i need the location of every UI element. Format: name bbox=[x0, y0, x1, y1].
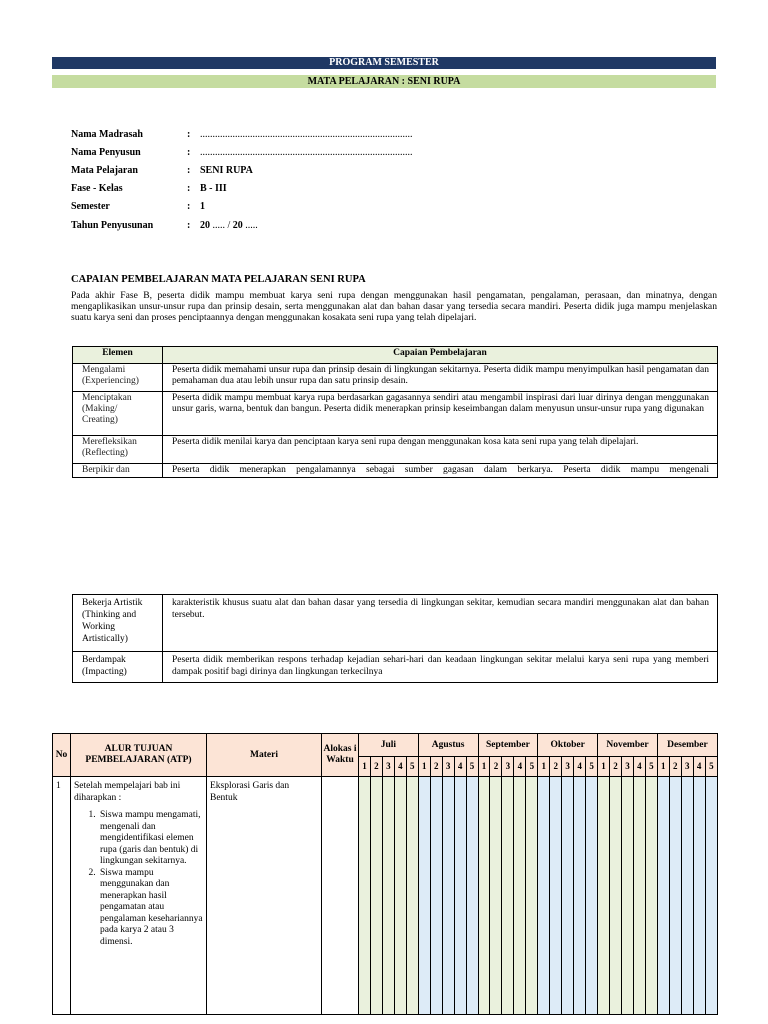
alokasi-cell bbox=[322, 777, 359, 1015]
info-colon: : bbox=[187, 220, 191, 231]
info-colon: : bbox=[187, 147, 191, 158]
info-label: Nama Madrasah bbox=[71, 129, 143, 140]
week-cell bbox=[418, 777, 430, 1015]
capaian-cell: Peserta didik mampu membuat karya rupa berdasarkan gagasannya sendiri atau mengambil inspirasi dari luar dirinya dengan menggunakan unsur garis, warna, bentuk dan bangun. Peserta didik menerapkan prinsip keseimbangan dalam menyusun unsur-unsur rupa yang digunakan bbox=[163, 392, 718, 436]
subject-title-bar bbox=[52, 75, 716, 88]
year-start: 20 bbox=[200, 220, 210, 231]
column-header-atp: ALUR TUJUAN PEMBELAJARAN (ATP) bbox=[71, 734, 207, 777]
info-label: Mata Pelajaran bbox=[71, 165, 138, 176]
week-header: 4 bbox=[514, 757, 526, 777]
month-header: September bbox=[478, 734, 538, 757]
week-header: 3 bbox=[502, 757, 514, 777]
atp-intro: Setelah mempelajari bab ini diharapkan : bbox=[74, 781, 181, 803]
month-header: Juli bbox=[359, 734, 419, 757]
week-cell bbox=[562, 777, 574, 1015]
month-header: Agustus bbox=[418, 734, 478, 757]
year-end: 20 bbox=[232, 220, 243, 231]
week-cell bbox=[526, 777, 538, 1015]
year-dots: ..... / bbox=[210, 220, 233, 231]
atp-item: 2. Siswa mampu menggunakan dan menerapkan hasil pengamatan atau pengalaman kesehariannya pada karya 2 atau 3 dimensi. bbox=[98, 868, 203, 949]
atp-cell bbox=[71, 777, 207, 1015]
table-row bbox=[73, 364, 718, 392]
week-cell bbox=[586, 777, 598, 1015]
week-header: 2 bbox=[550, 757, 562, 777]
capaian-cell: Peserta didik menilai karya dan penciptaan karya seni rupa dengan menggunakan kosa kata seni rupa yang telah dipelajari. bbox=[163, 436, 718, 464]
week-header: 4 bbox=[633, 757, 645, 777]
elemen-cell: Mengalami (Experiencing) bbox=[73, 364, 163, 392]
week-header: 1 bbox=[657, 757, 669, 777]
week-cell bbox=[478, 777, 490, 1015]
week-header: 5 bbox=[586, 757, 598, 777]
table-row bbox=[53, 777, 718, 1015]
week-header: 3 bbox=[621, 757, 633, 777]
info-label: Fase - Kelas bbox=[71, 183, 123, 194]
week-header: 2 bbox=[370, 757, 382, 777]
week-header: 2 bbox=[490, 757, 502, 777]
week-cell bbox=[693, 777, 705, 1015]
week-header: 5 bbox=[645, 757, 657, 777]
week-cell bbox=[657, 777, 669, 1015]
week-header: 1 bbox=[598, 757, 610, 777]
info-value bbox=[200, 219, 258, 233]
week-cell bbox=[669, 777, 681, 1015]
column-header-no: No bbox=[53, 734, 71, 777]
month-header: Oktober bbox=[538, 734, 598, 757]
info-label: Nama Penyusun bbox=[71, 147, 141, 158]
week-header: 5 bbox=[466, 757, 478, 777]
elemen-cell: Merefleksikan (Reflecting) bbox=[73, 436, 163, 464]
capaian-title: CAPAIAN PEMBELAJARAN MATA PELAJARAN SENI RUPA bbox=[71, 274, 366, 285]
capaian-cell: Peserta didik memberikan respons terhadap kejadian sehari-hari dan keadaan lingkungan sekitar melalui karya seni rupa yang memberi dampak positif bagi dirinya dan lingkungan terkecilnya bbox=[163, 652, 718, 683]
week-cell bbox=[382, 777, 394, 1015]
column-header-capaian: Capaian Pembelajaran bbox=[163, 347, 718, 364]
table-row bbox=[73, 652, 718, 683]
capaian-description: Pada akhir Fase B, peserta didik mampu membuat karya seni rupa dengan menggunakan hasil pengamatan, pengalaman, perasaan, dan minatnya, dengan mengaplikasikan unsur-unsur rupa dan prinsip desain, serta menggunakan alat dan bahan dasar yang tersedia secara mandiri. Peserta didik juga mampu menjelaskan suatu karya seni dan proses penciptaannya dengan menggunakan kosakata seni rupa yang telah dipelajari. bbox=[71, 290, 717, 323]
year-dots-end: ..... bbox=[242, 220, 258, 231]
week-cell bbox=[598, 777, 610, 1015]
week-header: 3 bbox=[562, 757, 574, 777]
atp-item: 1. Siswa mampu mengamati, mengenali dan mengidentifikasi elemen rupa (garis dan bentuk) di lingkungan sekitarnya. bbox=[98, 810, 203, 868]
capaian-cell: Peserta didik memahami unsur rupa dan prinsip desain di lingkungan sekitarnya. Peserta didik mampu menyimpulkan hasil pengamatan dan pemahaman dua atau lebih unsur rupa dan satu prinsip desain. bbox=[163, 364, 718, 392]
info-colon: : bbox=[187, 183, 191, 194]
subject-title: MATA PELAJARAN : SENI RUPA bbox=[307, 76, 461, 87]
info-value: ..................................................................................... bbox=[200, 147, 413, 158]
info-colon: : bbox=[187, 165, 191, 176]
info-colon: : bbox=[187, 129, 191, 140]
week-header: 3 bbox=[442, 757, 454, 777]
info-value: B - III bbox=[200, 183, 227, 194]
info-value: 1 bbox=[200, 201, 205, 212]
week-cell bbox=[645, 777, 657, 1015]
week-header: 1 bbox=[538, 757, 550, 777]
week-cell bbox=[574, 777, 586, 1015]
month-header: Desember bbox=[657, 734, 717, 757]
materi-cell: Eksplorasi Garis dan Bentuk bbox=[207, 777, 322, 1015]
document-title-bar bbox=[52, 57, 716, 69]
column-header-elemen: Elemen bbox=[73, 347, 163, 364]
info-value: ..................................................................................... bbox=[200, 129, 413, 140]
capaian-table-continued bbox=[72, 594, 718, 683]
elemen-cell: Menciptakan (Making/ Creating) bbox=[73, 392, 163, 436]
week-header: 4 bbox=[454, 757, 466, 777]
row-number: 1 bbox=[53, 777, 71, 1015]
info-colon: : bbox=[187, 201, 191, 212]
week-cell bbox=[359, 777, 371, 1015]
week-header: 2 bbox=[669, 757, 681, 777]
info-value: SENI RUPA bbox=[200, 165, 253, 176]
elemen-cell: Berdampak (Impacting) bbox=[73, 652, 163, 683]
week-header: 5 bbox=[406, 757, 418, 777]
week-cell bbox=[370, 777, 382, 1015]
week-cell bbox=[466, 777, 478, 1015]
table-row bbox=[73, 464, 718, 478]
week-header: 5 bbox=[705, 757, 717, 777]
week-header: 2 bbox=[610, 757, 622, 777]
week-cell bbox=[610, 777, 622, 1015]
week-cell bbox=[538, 777, 550, 1015]
document-title: PROGRAM SEMESTER bbox=[329, 57, 439, 68]
week-cell bbox=[621, 777, 633, 1015]
week-header: 3 bbox=[382, 757, 394, 777]
week-cell bbox=[454, 777, 466, 1015]
week-cell bbox=[394, 777, 406, 1015]
week-header: 4 bbox=[693, 757, 705, 777]
week-header: 2 bbox=[430, 757, 442, 777]
table-row bbox=[73, 436, 718, 464]
week-cell bbox=[633, 777, 645, 1015]
week-cell bbox=[514, 777, 526, 1015]
week-cell bbox=[490, 777, 502, 1015]
atp-list bbox=[74, 810, 203, 948]
week-cell bbox=[442, 777, 454, 1015]
info-label: Tahun Penyusunan bbox=[71, 220, 154, 231]
elemen-cell: Bekerja Artistik (Thinking and Working Artistically) bbox=[73, 595, 163, 652]
week-cell bbox=[406, 777, 418, 1015]
column-header-materi: Materi bbox=[207, 734, 322, 777]
capaian-table bbox=[72, 346, 718, 478]
capaian-cell: karakteristik khusus suatu alat dan bahan dasar yang tersedia di lingkungan sekitar, kemudian secara mandiri menggunakan alat dan bahan tersebut. bbox=[163, 595, 718, 652]
week-header: 1 bbox=[418, 757, 430, 777]
week-header: 4 bbox=[574, 757, 586, 777]
week-header: 1 bbox=[359, 757, 371, 777]
week-cell bbox=[705, 777, 717, 1015]
table-row bbox=[73, 595, 718, 652]
table-row bbox=[73, 392, 718, 436]
elemen-cell: Berpikir dan bbox=[73, 464, 163, 478]
capaian-cell: Peserta didik menerapkan pengalamannya sebagai sumber gagasan dalam berkarya. Peserta didik mampu mengenali bbox=[163, 464, 718, 478]
week-cell bbox=[681, 777, 693, 1015]
week-header: 3 bbox=[681, 757, 693, 777]
info-label: Semester bbox=[71, 201, 110, 212]
program-semester-table bbox=[52, 733, 718, 1015]
week-header: 1 bbox=[478, 757, 490, 777]
column-header-alokasi: Alokas i Waktu bbox=[322, 734, 359, 777]
week-cell bbox=[502, 777, 514, 1015]
week-header: 5 bbox=[526, 757, 538, 777]
week-cell bbox=[430, 777, 442, 1015]
month-header: November bbox=[598, 734, 658, 757]
week-cell bbox=[550, 777, 562, 1015]
week-header: 4 bbox=[394, 757, 406, 777]
